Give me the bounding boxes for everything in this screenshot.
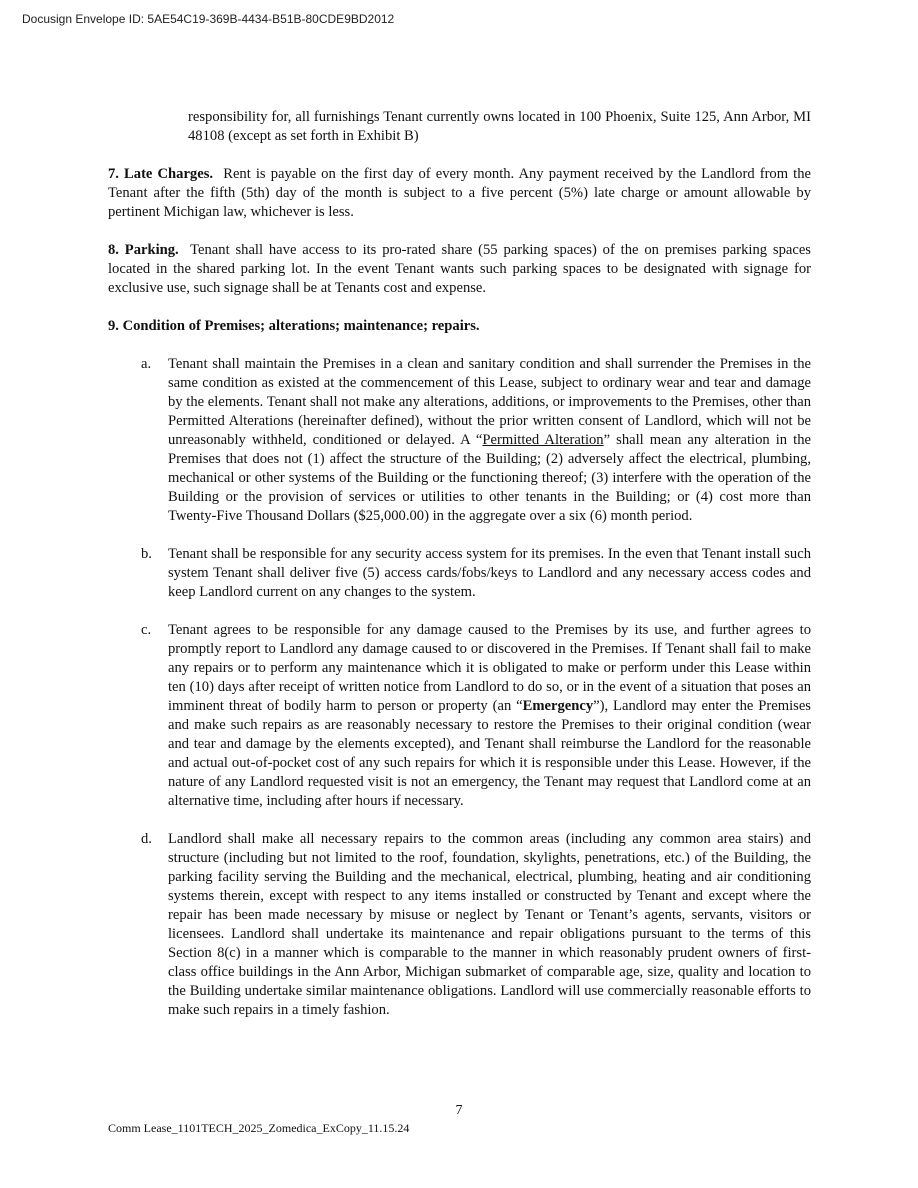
item-a-text-part2: ” shall mean any alteration in the Premises that does not (1) affect the structure of the Building; (2) adversely affect the electrical, plumbing, mechanical or other systems of the Building or the functioning thereof; (3) interfere with the operation of the Building or the provision of services or utilities to other tenants in the Building; or (4) cost more than Twenty-Five Thousand Dollars ($25,000.00) in the aggregate over a six (6) month period.	[168, 432, 811, 524]
section-7	[108, 165, 811, 222]
section-9-item-c	[108, 621, 811, 811]
document-body	[108, 108, 811, 1020]
item-c-text	[168, 621, 811, 811]
item-letter: a.	[141, 356, 152, 372]
item-letter: c.	[141, 622, 152, 638]
page-number: 7	[455, 1103, 463, 1118]
item-c-text-part1: Tenant agrees to be responsible for any damage caused to the Premises by its use, and further agrees to promptly report to Landlord any damage caused to or discovered in the Premises. If Tenant shall fail to make any repairs or to perform any maintenance which it is obligated to make or perform under this Lease within ten (10) days after receipt of written notice from Landlord to do so, or in the event of a situation that poses an imminent threat of bodily harm to person or property (an “	[168, 622, 811, 714]
defined-term-permitted-alteration: Permitted Alteration	[482, 432, 604, 448]
section-9-item-a	[108, 355, 811, 526]
footer-filename: Comm Lease_1101TECH_2025_Zomedica_ExCopy_11.15.24	[108, 1121, 410, 1135]
section-8-body: Tenant shall have access to its pro-rated share (55 parking spaces) of the on premises parking spaces located in the shared parking lot. In the event Tenant wants such parking spaces to be designated with signage for exclusive use, such signage shall be at Tenants cost and expense.	[108, 242, 811, 296]
continuation-paragraph: responsibility for, all furnishings Tenant currently owns located in 100 Phoenix, Suite 125, Ann Arbor, MI 48108 (except as set forth in Exhibit B)	[188, 109, 811, 144]
section-9-heading	[108, 317, 811, 336]
section-8	[108, 241, 811, 298]
section-9-item-b	[108, 545, 811, 602]
section-7-heading: 7. Late Charges.	[108, 166, 214, 182]
item-b-text: Tenant shall be responsible for any security access system for its premises. In the even that Tenant install such system Tenant shall deliver five (5) access cards/fobs/keys to Landlord and any necessary access codes and keep Landlord current on any changes to the system.	[168, 546, 811, 600]
section-7-body: Rent is payable on the first day of every month. Any payment received by the Landlord from the Tenant after the fifth (5th) day of the month is subject to a five percent (5%) late charge or amount allowable by pertinent Michigan law, whichever is less.	[108, 166, 812, 220]
item-c-text-part2: ”), Landlord may enter the Premises and make such repairs as are reasonably necessary to restore the Premises to their original condition (wear and tear and damage by the elements excepted), and Tenant shall reimburse the Landlord for the reasonable and actual out-of-pocket cost of any such repairs for which it is responsible under this Lease. However, if the nature of any Landlord requested visit is not an emergency, the Tenant may request that Landlord come at an alternative time, including after hours if necessary.	[168, 698, 811, 809]
section-9-item-d	[108, 830, 811, 1020]
item-letter: d.	[141, 831, 152, 847]
envelope-id: Docusign Envelope ID: 5AE54C19-369B-4434-B51B-80CDE9BD2012	[22, 12, 395, 26]
section-9-heading-text: 9. Condition of Premises; alterations; maintenance; repairs.	[108, 318, 480, 334]
item-a-text	[168, 355, 811, 526]
section-8-heading: 8. Parking.	[108, 242, 179, 258]
item-d-text: Landlord shall make all necessary repairs to the common areas (including any common area stairs) and structure (including but not limited to the roof, foundation, skylights, penetrations, etc.) of the Building, the parking facility serving the Building and the mechanical, electrical, plumbing, heating and air conditioning systems therein, except with respect to any items installed or constructed by Tenant and except where the repair has been made necessary by misuse or neglect by Tenant or Tenant’s agents, servants, visitors or licensees. Landlord shall undertake its maintenance and repair obligations pursuant to the terms of this Section 8(c) in a manner which is comparable to the manner in which reasonably prudent owners of first-class office buildings in the Ann Arbor, Michigan submarket of comparable age, size, quality and location to the Building undertake similar maintenance obligations. Landlord will use commercially reasonable efforts to make such repairs in a timely fashion.	[168, 831, 811, 1018]
defined-term-emergency: Emergency	[522, 698, 594, 714]
item-letter: b.	[141, 546, 152, 562]
item-a-text-part1: Tenant shall maintain the Premises in a clean and sanitary condition and shall surrender the Premises in the same condition as existed at the commencement of this Lease, subject to ordinary wear and tear and damage by the elements. Tenant shall not make any alterations, additions, or improvements to the Premises, other than Permitted Alterations (hereinafter defined), without the prior written consent of Landlord, which will not be unreasonably withheld, conditioned or delayed. A “	[168, 356, 811, 448]
